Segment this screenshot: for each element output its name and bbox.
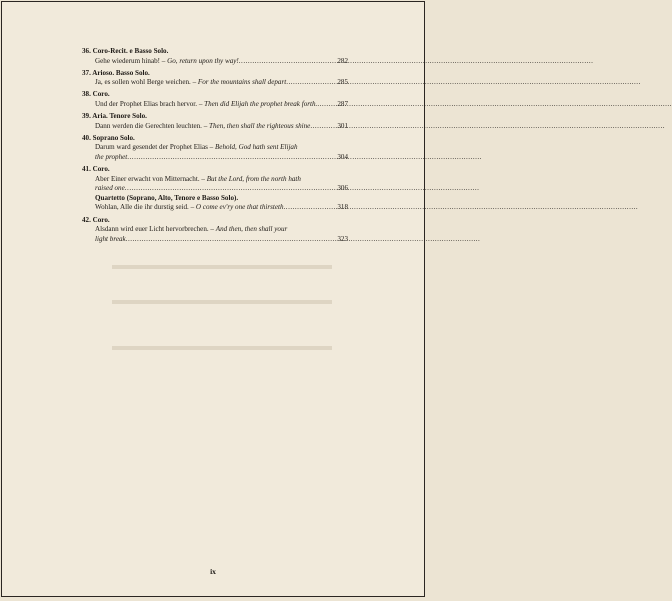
entry-line [82,122,348,132]
german-incipit: Darum ward gesendet der Prophet Elias [95,143,208,152]
entry-line-continued [82,235,348,245]
entry-line-continued [82,184,348,194]
german-incipit: Gehe wiederum hinab! [95,56,161,65]
entry-line [82,78,348,88]
page-number: 304 [337,152,348,161]
dash: – [201,121,210,130]
dash: – [207,143,215,152]
leader-dots [317,100,336,110]
english-incipit: Then, then shall the righteous shine [209,121,311,130]
entry-heading: 41. Coro. [82,165,110,174]
english-incipit-continued: the prophet [95,152,128,161]
german-incipit: Wohlan, Alle die ihr durstig seid. [95,203,189,212]
english-incipit: O come ev'ry one that thirsteth [195,203,284,212]
toc-entry [82,69,348,88]
page-number: 301 [337,121,348,130]
german-incipit: Alsdann wird euer Licht hervorbrechen. [95,225,209,234]
english-incipit-continued: light break [95,234,126,243]
toc-entry [82,90,348,109]
german-incipit: Ja, es sollen wohl Berge weichen. [95,78,191,87]
entry-line [82,203,348,213]
entry-heading: 42. Coro. [82,215,110,224]
german-incipit: Und der Prophet Elias brach hervor. [95,99,198,108]
entry-line [82,225,348,235]
entry-line [82,57,348,67]
entry-line-continued [82,153,348,163]
english-incipit: And then, then shall your [215,225,288,234]
entry-heading: 38. Coro. [82,90,110,99]
page-number: 285 [337,78,348,87]
leader-dots [286,78,336,88]
entry-subheading: Quartetto (Soprano, Alto, Tenore e Basso Solo). [95,193,239,202]
english-incipit: Then did Elijah the prophet break forth. [204,99,318,108]
leader-dots [239,57,337,67]
dash: – [197,99,205,108]
leader-dots [127,153,336,163]
dash: – [160,56,168,65]
english-incipit: For the mountains shall depart [197,78,287,87]
english-incipit: Behold, God hath sent Elijah [214,143,298,152]
leader-dots [310,122,336,132]
page-number: 318 [337,203,348,212]
toc-entry [82,47,348,66]
toc-entry [82,165,348,213]
dash: – [190,78,198,87]
entry-heading: 39. Aria. Tenore Solo. [82,112,147,121]
toc-entry [82,112,348,131]
entry-line [82,100,348,110]
entry-line [82,175,348,185]
leader-dots [284,203,337,213]
entry-heading: 40. Soprano Solo. [82,133,135,142]
leader-dots [126,235,337,245]
table-of-contents [82,47,348,247]
english-incipit: Go, return upon thy way! [167,56,239,65]
entry-heading: 36. Coro-Recit. e Basso Solo. [82,47,169,55]
toc-entry [82,134,348,163]
german-incipit: Aber Einer erwacht von Mitternacht. [95,174,200,183]
dash: – [208,225,216,234]
page-number: 282 [337,56,348,65]
book-page [1,1,425,597]
entry-heading: 37. Arioso. Basso Solo. [82,68,150,77]
toc-entry [82,216,348,245]
english-incipit-continued: raised one [95,184,125,193]
dash: – [188,203,196,212]
german-incipit: Dann werden die Gerechten leuchten. [95,121,202,130]
page-number: 287 [337,99,348,108]
dash: – [199,174,207,183]
page-number: 323 [337,234,348,243]
entry-line [82,143,348,153]
page-number: 306 [337,184,348,193]
english-incipit: But the Lord, from the north hath [206,174,301,183]
leader-dots [125,184,337,194]
page-folio: ix [210,567,216,576]
